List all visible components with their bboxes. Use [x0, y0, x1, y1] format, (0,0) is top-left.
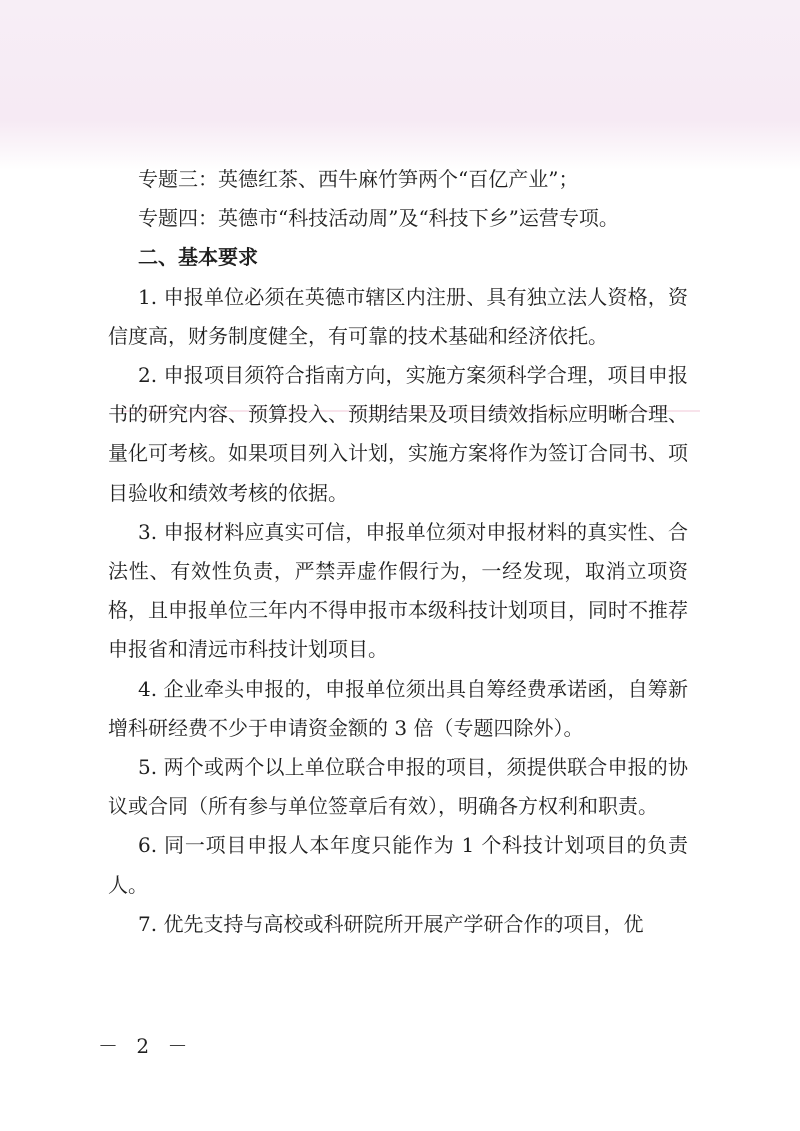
- document-body: [108, 160, 688, 944]
- requirement-item-7: 7. 优先支持与高校或科研院所开展产学研合作的项目，优: [138, 911, 644, 936]
- paragraph-topic-four: 专题四：英德市“科技活动周”及“科技下乡”运营专项。: [138, 206, 619, 231]
- requirement-item-4: 4. 企业牵头申报的，申报单位须出具自筹经费承诺函，自筹新增科研经费不少于申请资金额的 3 倍（专题四除外）。: [108, 676, 688, 740]
- requirement-item-1: 1. 申报单位必须在英德市辖区内注册、具有独立法人资格，资信度高，财务制度健全，有可靠的技术基础和经济依托。: [108, 284, 688, 348]
- paragraph-topic-three: 专题三：英德红茶、西牛麻竹笋两个“百亿产业”；: [138, 167, 579, 191]
- requirement-item-6: 6. 同一项目申报人本年度只能作为 1 个科技计划项目的负责人。: [108, 833, 688, 897]
- section-heading-basic-requirements: 二、基本要求: [138, 245, 258, 270]
- page-number: － 2 －: [98, 1034, 194, 1058]
- requirement-item-5: 5. 两个或两个以上单位联合申报的项目，须提供联合申报的协议或合同（所有参与单位签章后有效），明确各方权利和职责。: [108, 755, 688, 819]
- requirement-item-3: 3. 申报材料应真实可信，申报单位须对申报材料的真实性、合法性、有效性负责，严禁弄虚作假行为，一经发现，取消立项资格，且申报单位三年内不得申报市本级科技计划项目，同时不推荐申报省和清远市科技计划项目。: [108, 519, 688, 662]
- requirement-item-2: 2. 申报项目须符合指南方向，实施方案须科学合理，项目申报书的研究内容、预算投入、预期结果及项目绩效指标应明晰合理、量化可考核。如果项目列入计划，实施方案将作为签订合同书、项目验收和绩效考核的依据。: [108, 363, 688, 505]
